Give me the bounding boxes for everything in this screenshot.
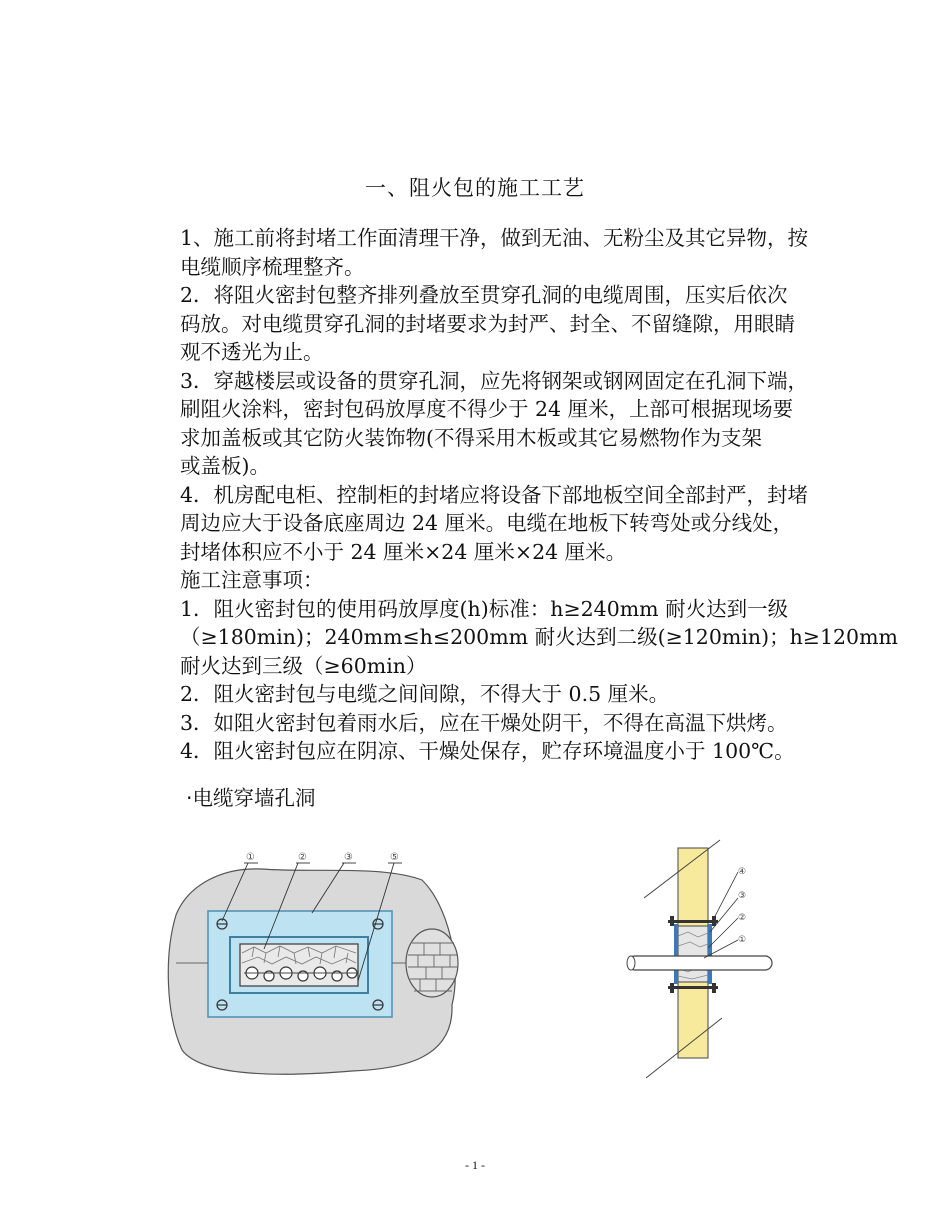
note-line: 2．阻火密封包与电缆之间间隙，不得大于 0.5 厘米。 [180,682,670,706]
step-line: 周边应大于设备底座周边 24 厘米。电缆在地板下转弯处或分线处， [180,511,794,535]
note-line: 1．阻火密封包的使用码放厚度(h)标准：h≥240mm 耐火达到一级 [180,596,789,621]
step-line: 4．机房配电柜、控制柜的封堵应将设备下部地板空间全部封严，封堵 [180,482,809,507]
callout-label: ③ [738,891,747,901]
figure-caption: ·电缆穿墙孔洞 [186,786,316,810]
page-number: - 1 - [465,1158,485,1172]
wall-section-diagram [612,838,784,1082]
step-line: 电缆顺序梳理整齐。 [180,254,365,279]
note-line: 耐火达到三级（≥60min） [180,653,427,678]
callout-label: ② [738,913,747,923]
callout-label: ① [738,935,747,945]
step-line: 3．穿越楼层或设备的贯穿孔洞，应先将钢架或钢网固定在孔洞下端， [180,368,809,393]
cable [628,956,772,970]
note-line: 4．阻火密封包应在阴凉、干燥处保存，贮存环境温度小于 100℃。 [180,739,795,763]
step-line: 或盖板)。 [180,454,270,478]
brick-wall-detail [406,929,458,997]
plate-left [674,924,678,984]
step-line: 2．将阻火密封包整齐排列叠放至贯穿孔洞的电缆周围，压实后依次 [180,283,788,307]
construction-steps [180,224,870,566]
wall-opening-front-diagram [162,845,464,1080]
step-line: 码放。对电缆贯穿孔洞的封堵要求为封严、封全、不留缝隙，用眼睛 [180,311,795,336]
page-title: 一、阻火包的施工工艺 [365,176,585,200]
notes-heading: 施工注意事项： [180,568,324,592]
callout-label: ① [246,852,255,863]
construction-notes [180,566,898,766]
step-line: 求加盖板或其它防火装饰物(不得采用木板或其它易燃物作为支架 [180,425,762,450]
note-line: （≥180min)；240mm≤h≤200mm 耐火达到二级(≥120min)；h≥120mm [180,625,898,649]
step-line: 刷阻火涂料，密封包码放厚度不得少于 24 厘米，上部可根据现场要 [180,397,794,421]
callout-label: ③ [344,852,353,863]
step-line: 1、施工前将封堵工作面清理干净，做到无油、无粉尘及其它异物，按 [180,226,809,250]
step-line: 封堵体积应不小于 24 厘米×24 厘米×24 厘米。 [180,539,627,564]
callout-label: ④ [738,867,747,877]
step-line: 观不透光为止。 [180,340,324,364]
callout-label: ② [298,852,307,863]
cable-end [627,956,635,970]
note-line: 3．如阻火密封包着雨水后，应在干燥处阴干，不得在高温下烘烤。 [180,710,788,735]
callout-label: ⑤ [390,852,399,863]
